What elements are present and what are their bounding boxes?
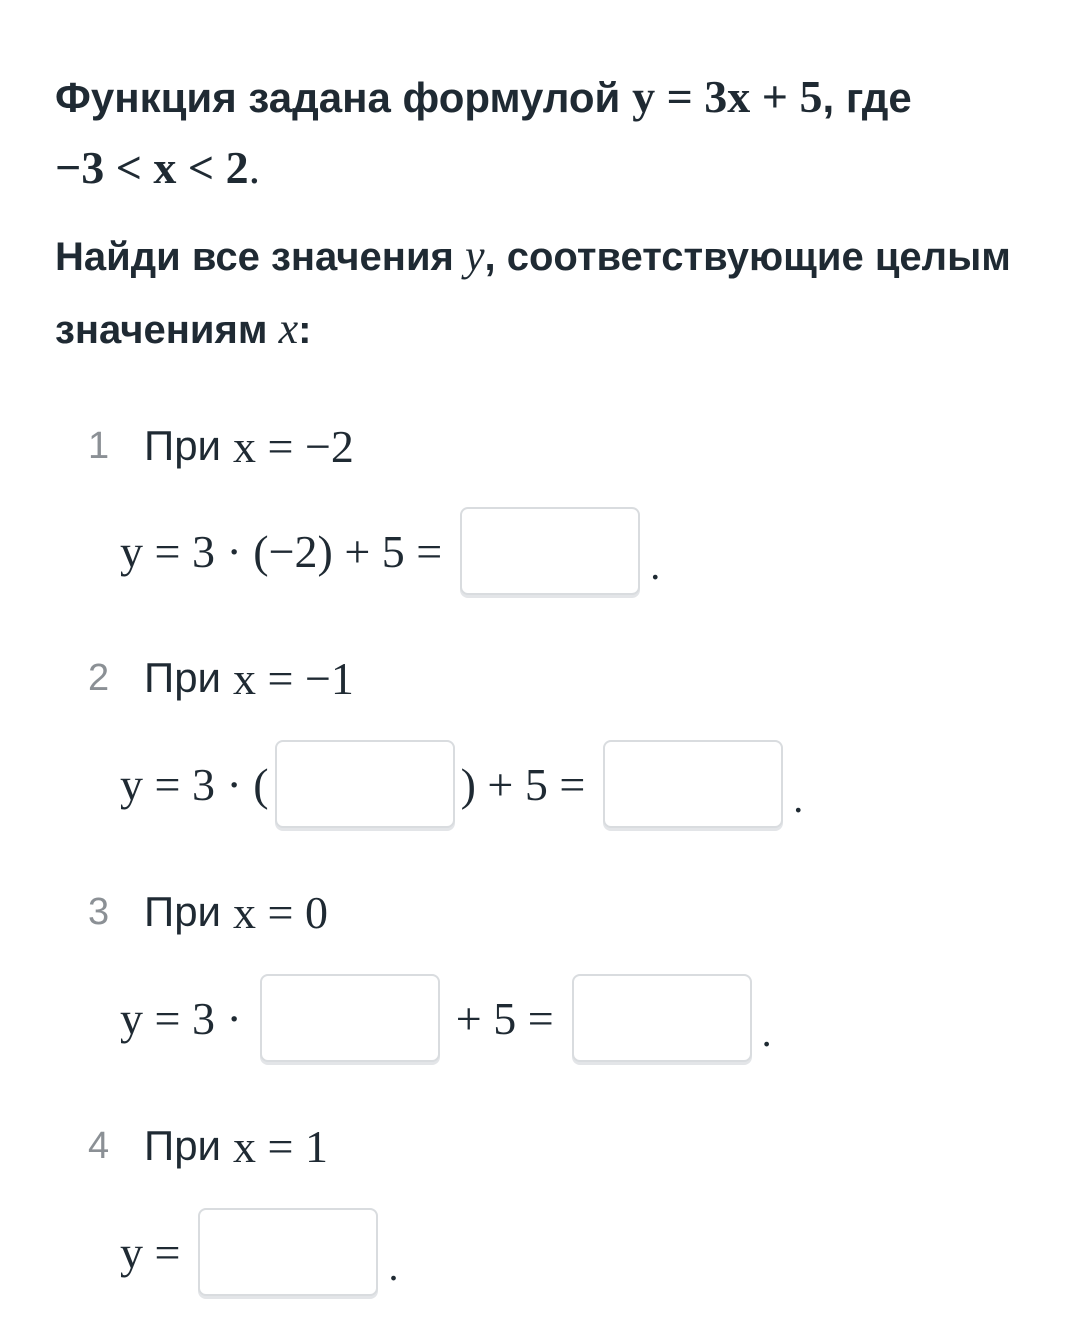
item-3-factor-input[interactable] xyxy=(260,974,440,1062)
item-4-answer-input[interactable] xyxy=(198,1208,378,1296)
statement-text-before: Функция задана формулой xyxy=(55,74,633,121)
equation-end: . xyxy=(388,1243,399,1289)
item-3-answer-input[interactable] xyxy=(572,974,752,1062)
equation-prefix: y = xyxy=(120,1226,181,1278)
equation-prefix: y = 3 · (−2) + 5 = xyxy=(120,525,443,577)
task-var-x: x xyxy=(278,304,299,353)
task-text-after: : xyxy=(298,308,312,352)
equation-middle: + 5 = xyxy=(455,992,554,1044)
item-pri-label: При xyxy=(144,1122,222,1169)
item-condition: x = −1 xyxy=(233,652,354,704)
task-text-before: Найди все значения xyxy=(55,235,465,279)
statement-formula: y = 3x + 5 xyxy=(632,71,823,122)
item-number: 3 xyxy=(88,890,110,933)
item-2-factor-input[interactable] xyxy=(275,740,455,828)
item-number: 4 xyxy=(88,1124,110,1167)
item-pri-label: При xyxy=(144,654,222,701)
item-4-header xyxy=(88,1116,328,1176)
problem-statement xyxy=(55,62,1045,204)
item-number: 2 xyxy=(88,656,110,699)
item-1-equation xyxy=(120,505,660,597)
item-3-header xyxy=(88,882,328,942)
item-3-equation xyxy=(120,972,772,1064)
equation-end: . xyxy=(761,1009,772,1055)
item-condition: x = 1 xyxy=(233,1120,328,1172)
item-number: 1 xyxy=(88,424,110,467)
equation-middle: ) + 5 = xyxy=(460,758,586,810)
item-2-answer-input[interactable] xyxy=(603,740,783,828)
item-1-header xyxy=(88,416,354,476)
item-pri-label: При xyxy=(144,422,222,469)
task-var-y: y xyxy=(464,231,485,280)
item-2-equation xyxy=(120,738,803,830)
statement-range: −3 < x < 2 xyxy=(55,142,249,193)
task-instruction xyxy=(55,220,1045,366)
item-condition: x = −2 xyxy=(233,420,354,472)
equation-end: . xyxy=(650,542,661,588)
item-condition: x = 0 xyxy=(233,886,328,938)
equation-prefix: y = 3 · xyxy=(120,992,242,1044)
item-pri-label: При xyxy=(144,888,222,935)
statement-period: . xyxy=(248,142,261,193)
item-4-equation xyxy=(120,1206,398,1298)
statement-text-after: , где xyxy=(822,74,912,121)
item-1-answer-input[interactable] xyxy=(460,507,640,595)
item-2-header xyxy=(88,648,354,708)
task-text-middle: , соответствующие целым значениям xyxy=(55,235,1011,352)
equation-prefix: y = 3 · ( xyxy=(120,758,269,810)
equation-end: . xyxy=(793,775,804,821)
